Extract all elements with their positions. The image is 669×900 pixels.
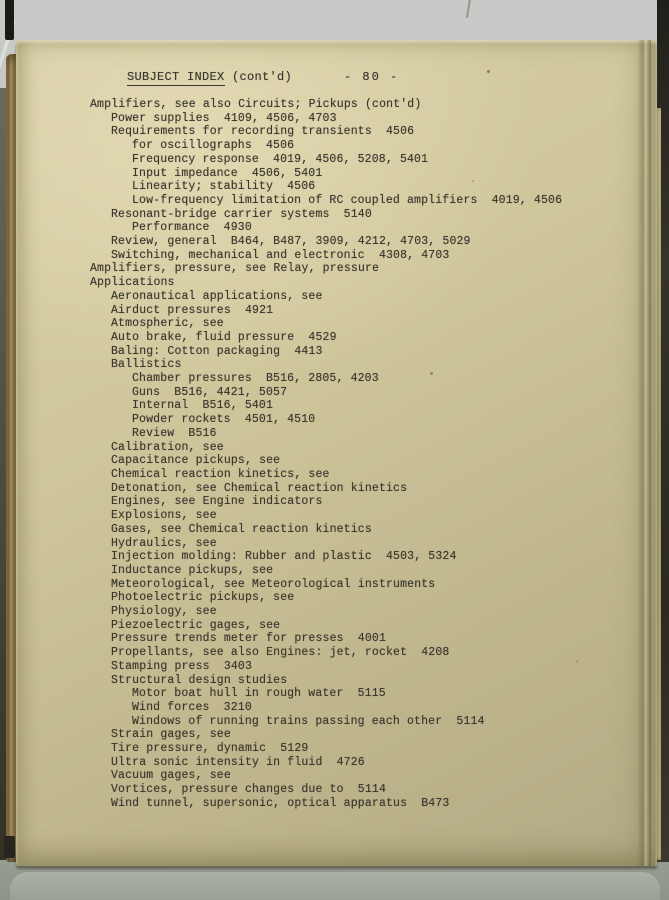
table-reflection [10,872,660,900]
section-title: SUBJECT INDEX [127,70,225,84]
index-line: Vortices, pressure changes due to 5114 [111,783,386,797]
page-number: - 80 - [344,70,400,84]
index-list [90,98,638,811]
index-line: Airduct pressures 4921 [111,303,274,317]
index-line: Performance 4930 [132,221,252,235]
page-header [127,70,399,84]
index-line: Review, general B464, B487, 3909, 4212, 4703, 5029 [111,235,471,249]
index-line: Wind tunnel, supersonic, optical apparatus B473 [111,796,450,810]
index-line: Piezoelectric gages, see [111,618,281,632]
index-line: Auto brake, fluid pressure 4529 [111,330,337,344]
index-line: Engines, see Engine indicators [111,495,323,509]
index-line: Structural design studies [111,673,288,687]
index-line: Strain gages, see [111,728,231,742]
index-line: Resonant-bridge carrier systems 5140 [111,207,372,221]
index-line: Stamping press 3403 [111,659,253,673]
index-line: Powder rockets 4501, 4510 [132,413,316,427]
index-line: Internal B516, 5401 [132,399,274,413]
index-line: Motor boat hull in rough water 5115 [132,687,386,701]
index-line: Switching, mechanical and electronic 4308, 4703 [111,248,450,262]
index-line: Amplifiers, see also Circuits; Pickups (cont'd) [90,98,422,111]
index-line: Photoelectric pickups, see [111,591,295,605]
index-line: Aeronautical applications, see [111,289,323,303]
index-line: Hydraulics, see [111,536,217,550]
index-line: Linearity; stability 4506 [132,180,316,194]
paper-speck [576,660,578,663]
index-line: Capacitance pickups, see [111,454,281,468]
index-line: Physiology, see [111,605,217,619]
paper-speck [472,180,474,182]
index-line: Meteorological, see Meteorological instruments [111,577,436,591]
index-line: Applications [90,276,175,290]
index-line: Guns B516, 4421, 5057 [132,385,288,399]
paper-speck [430,372,433,375]
index-line: Review B516 [132,426,217,440]
index-line: Gases, see Chemical reaction kinetics [111,522,372,536]
page-fold-shadow [637,40,651,866]
index-line: Pressure trends meter for presses 4001 [111,632,386,646]
index-line: for oscillographs 4506 [132,139,295,153]
index-line: Input impedance 4506, 5401 [132,166,323,180]
clip-mark-top-left [5,0,14,40]
index-line: Baling: Cotton packaging 4413 [111,344,323,358]
index-line: Power supplies 4109, 4506, 4703 [111,111,337,125]
index-line: Inductance pickups, see [111,563,274,577]
index-line: Chemical reaction kinetics, see [111,467,330,481]
index-line: Detonation, see Chemical reaction kinetics [111,481,408,495]
index-line: Vacuum gages, see [111,769,231,783]
index-line: Explosions, see [111,509,217,523]
index-line: Injection molding: Rubber and plastic 4503, 5324 [111,550,457,564]
book-page [16,40,657,866]
index-line: Atmospheric, see [111,317,224,331]
index-line: Ultra sonic intensity in fluid 4726 [111,755,365,769]
index-line: Wind forces 3210 [132,700,252,714]
index-line: Ballistics [111,358,182,372]
index-line: Low-frequency limitation of RC coupled amplifiers 4019, 4506 [132,193,563,207]
scratch-mark [466,0,472,18]
index-line: Chamber pressures B516, 2805, 4203 [132,372,379,386]
index-line: Windows of running trains passing each other 5114 [132,714,485,728]
index-line: Requirements for recording transients 4506 [111,125,415,139]
index-line: Propellants, see also Engines: jet, rocket 4208 [111,646,450,660]
section-title-suffix: (cont'd) [224,70,293,84]
paper-speck [487,70,490,73]
clip-mark-bottom-left [4,836,15,858]
index-line: Frequency response 4019, 4506, 5208, 5401 [132,152,429,166]
index-line: Tire pressure, dynamic 5129 [111,742,309,756]
index-line: Amplifiers, pressure, see Relay, pressure [90,262,380,276]
index-line: Calibration, see [111,440,224,454]
